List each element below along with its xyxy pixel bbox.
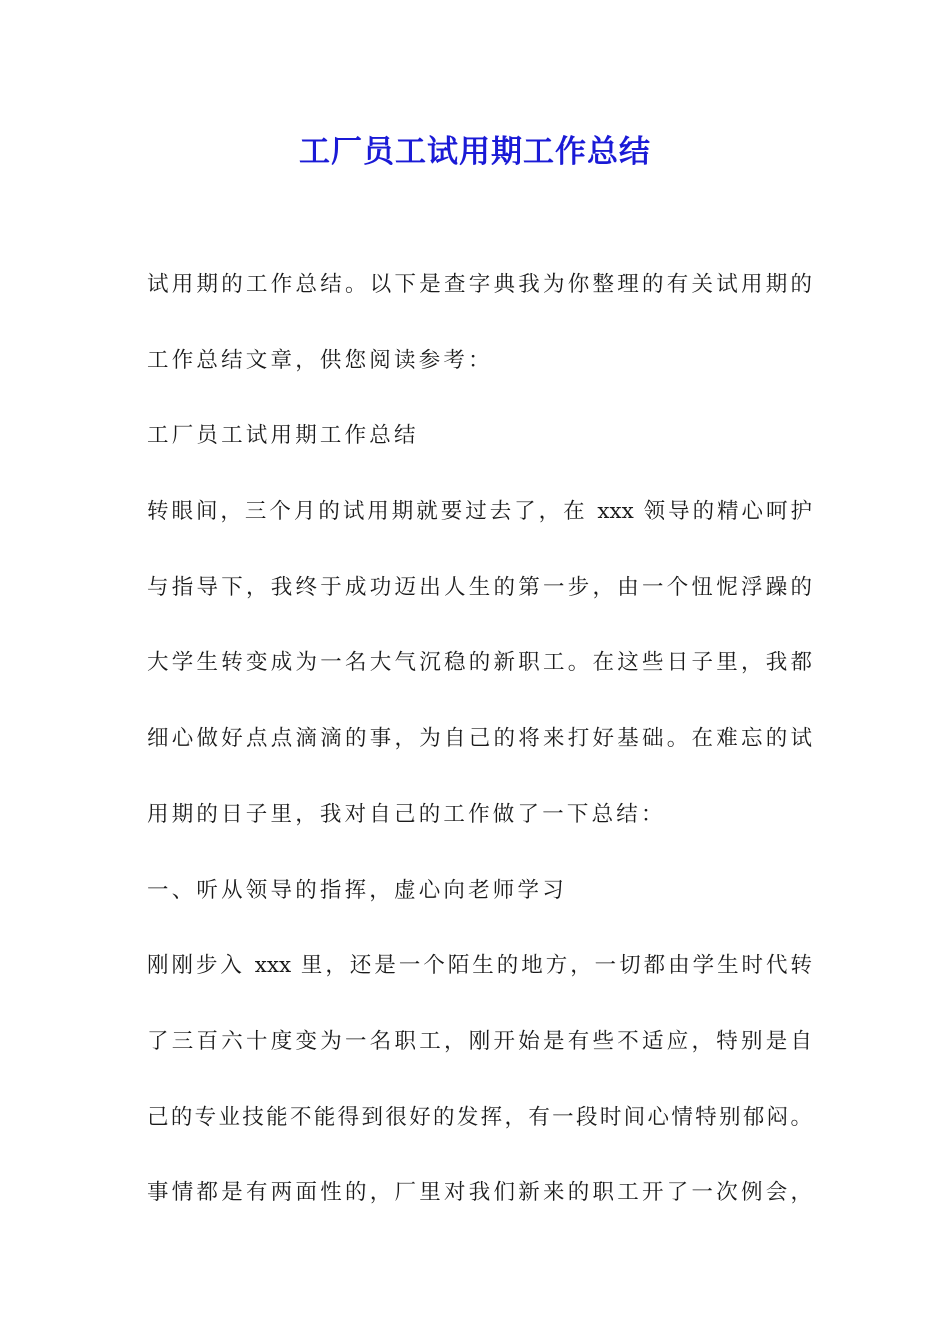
paragraph-line: 用期的日子里，我对自己的工作做了一下总结：: [147, 801, 666, 827]
paragraph-line: 刚刚步入 xxx 里，还是一个陌生的地方，一切都由学生时代转: [147, 953, 812, 979]
paragraph-line: 转眼间，三个月的试用期就要过去了，在 xxx 领导的精心呵护: [147, 499, 812, 525]
paragraph-line: 大学生转变成为一名大气沉稳的新职工。在这些日子里，我都: [147, 650, 812, 676]
paragraph-line: 与指导下，我终于成功迈出人生的第一步，由一个忸怩浮躁的: [147, 574, 812, 600]
document-body: [147, 263, 812, 1247]
paragraph-line: 工作总结文章，供您阅读参考：: [147, 347, 493, 373]
page-title: 工厂员工试用期工作总结: [299, 134, 651, 170]
paragraph-line: 细心做好点点滴滴的事，为自己的将来打好基础。在难忘的试: [147, 726, 812, 752]
section-heading: 一、听从领导的指挥，虚心向老师学习: [147, 877, 567, 903]
paragraph-line: 了三百六十度变为一名职工，刚开始是有些不适应，特别是自: [147, 1028, 812, 1054]
paragraph-line: 己的专业技能不能得到很好的发挥，有一段时间心情特别郁闷。: [147, 1104, 812, 1130]
paragraph-line: 试用期的工作总结。以下是查字典我为你整理的有关试用期的: [147, 272, 812, 297]
section-heading: 工厂员工试用期工作总结: [147, 423, 419, 449]
paragraph-line: 事情都是有两面性的，厂里对我们新来的职工开了一次例会，: [147, 1180, 812, 1206]
